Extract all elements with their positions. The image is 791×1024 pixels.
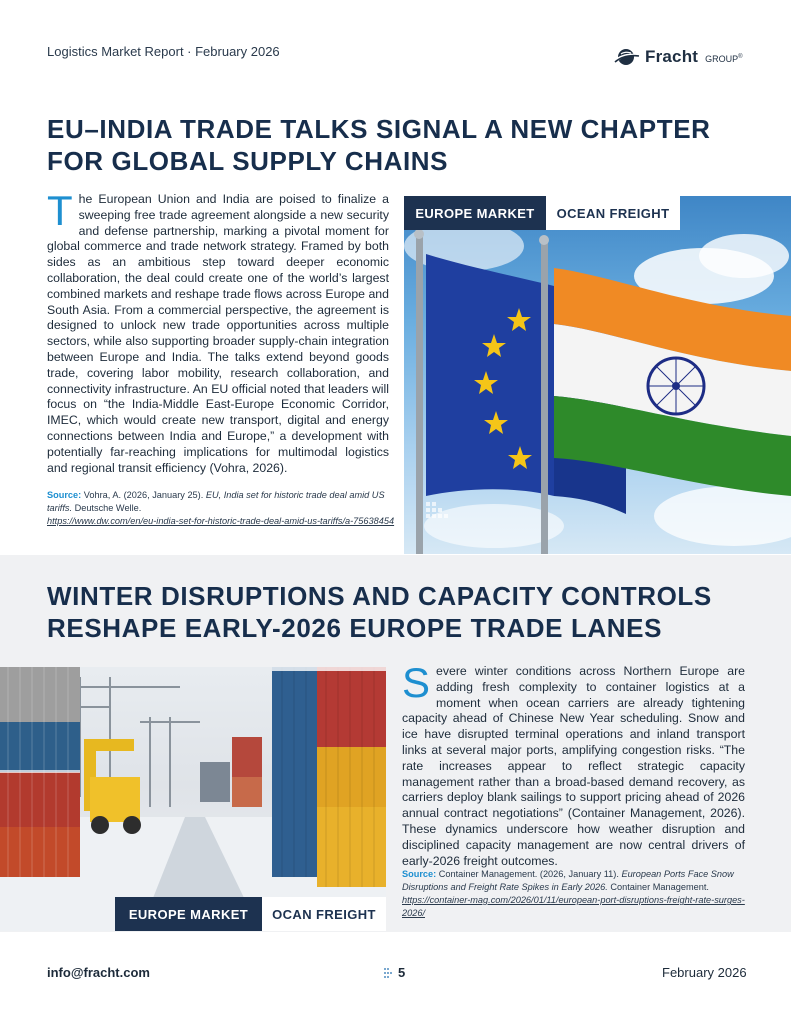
source-author: Container Management. (2026, January 11).	[436, 869, 622, 879]
tag-ocean-freight: OCEAN FREIGHT	[546, 196, 680, 230]
drop-cap: T	[47, 187, 73, 234]
article-1-source	[47, 489, 397, 528]
drop-cap: S	[402, 659, 431, 706]
article-2-body	[402, 659, 745, 869]
tag-europe-market: EUROPE MARKET	[404, 196, 546, 230]
snowy-container-terminal-image	[0, 667, 386, 931]
tag-europe-market: EUROPE MARKET	[115, 897, 262, 931]
source-label: Source:	[47, 490, 82, 500]
source-label: Source:	[402, 869, 437, 879]
footer-date: February 2026	[662, 965, 747, 980]
flags-illustration	[404, 196, 791, 554]
dots-icon	[384, 967, 392, 979]
article-1-text: he European Union and India are poised to finalize a sweeping free trade agreement alongside a new security and defense partnership, marking a pivotal moment for global commerce and trade network strategy. Framed by both sides as an ambitious step toward deeper economic collaboration, the deal could create one of the world’s largest combined markets and reshape trade flows across Europe and South Asia. From a commercial perspective, the agreement is designed to unlock new trade opportunities across multiple sectors, while also supporting broader supply-chain integration between Europe and India. The talks extend beyond goods trade, covering labor mobility, research collaboration, and connectivity infrastructure. An EU official noted that leaders will focus on “the India-Middle East-Europe Economic Corridor, IMEC, which would create new transport, digital and energy connections between India and Europe,” a development with potentially far-reaching implications for multimodal logistics and regional transit efficiency (Vohra, 2026).	[47, 192, 389, 475]
source-title: EU, India set for historic trade deal amid US tariffs.	[47, 490, 385, 513]
container-terminal-illustration	[0, 667, 386, 931]
article-2-source	[402, 868, 752, 920]
report-title: Logistics Market Report · February 2026	[47, 44, 280, 59]
article-2-text: evere winter conditions across Northern Europe are adding fresh complexity to container logistics at a moment when ocean carriers are already tightening capacity ahead of Chinese New Year scheduling. Snow and ice have disrupted terminal operations and inland transport links at several major ports, amplifying congestion risks. “The rate increases appear to reflect strategic capacity management rather than a broad-based demand recovery, as carriers deploy blank sailings to support pricing ahead of 2026 annual contract negotiations” (Container Management, 2026). These dynamics underscore how weather disruption and disciplined capacity management are now central drivers of early-2026 freight outcomes.	[402, 664, 745, 868]
footer-email-link[interactable]: info@fracht.com	[47, 965, 150, 980]
eu-india-flags-image	[404, 196, 791, 554]
article-2-title: WINTER DISRUPTIONS AND CAPACITY CONTROLS RESHAPE EARLY-2026 EUROPE TRADE LANES	[47, 581, 712, 643]
source-title: European Ports Face Snow Disruptions and Freight Rate Spikes in Early 2026.	[402, 869, 734, 892]
source-link[interactable]: https://container-mag.com/2026/01/11/european-port-disruptions-freight-rate-surges-2026/	[402, 895, 745, 918]
source-author: Vohra, A. (2026, January 25).	[81, 490, 206, 500]
logo-suffix: GROUP®	[705, 54, 743, 64]
article-1-body	[47, 187, 389, 476]
logo-name: Fracht	[645, 47, 699, 66]
page-number	[384, 965, 405, 980]
source-link[interactable]: https://www.dw.com/en/eu-india-set-for-historic-trade-deal-amid-us-tariffs/a-75638454	[47, 516, 395, 526]
source-publisher: Deutsche Welle.	[72, 503, 142, 513]
fracht-logo	[613, 44, 743, 70]
tag-ocean-freight: OCAN FREIGHT	[262, 897, 386, 931]
globe-swoosh-icon	[613, 46, 640, 68]
article-1-title: EU–INDIA TRADE TALKS SIGNAL A NEW CHAPTER FOR GLOBAL SUPPLY CHAINS	[47, 114, 711, 176]
source-publisher: Container Management.	[607, 882, 709, 892]
page-number-value: 5	[398, 965, 406, 980]
